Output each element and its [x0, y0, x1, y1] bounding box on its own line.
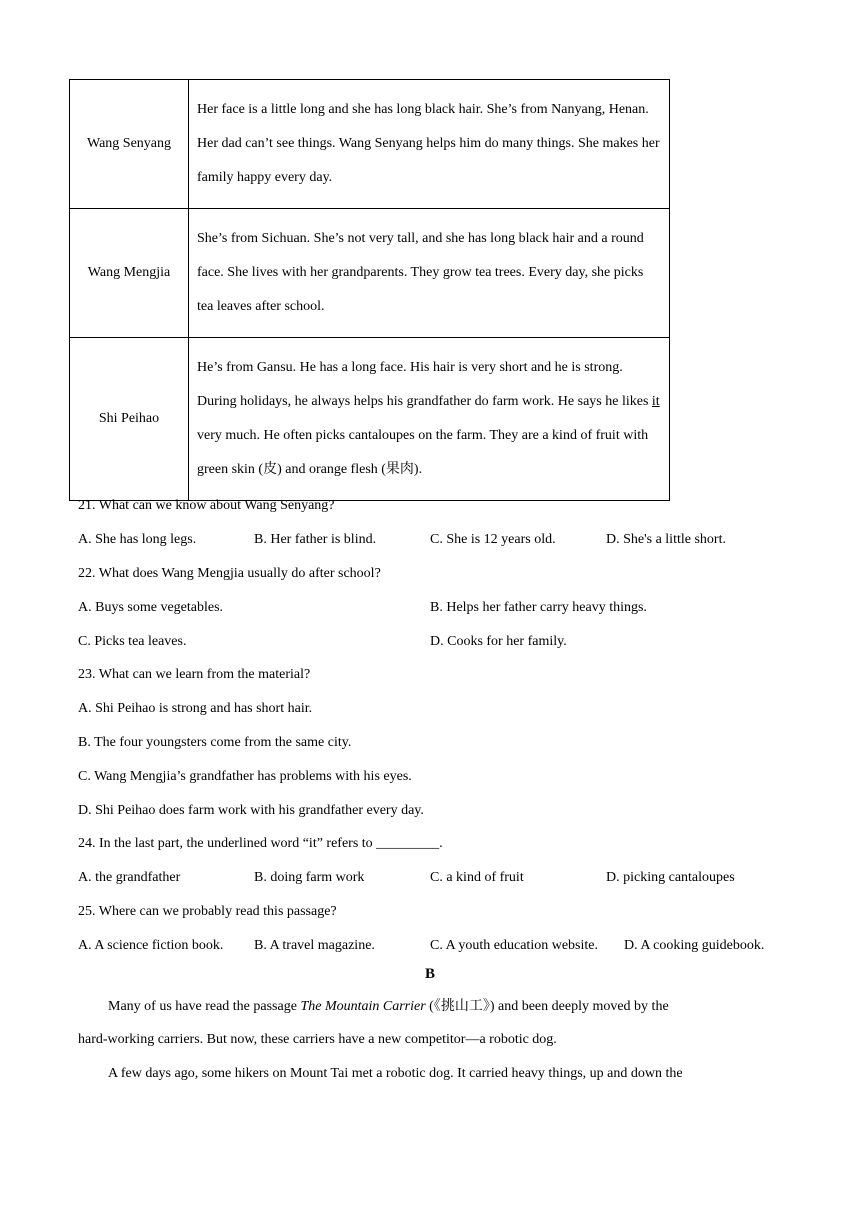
description-text: He’s from Gansu. He has a long face. His hair is very short and he is strong. During holidays, he always helps his grandfather do farm work. He says he likes — [197, 360, 652, 409]
passage-title: The Mountain Carrier — [300, 999, 426, 1014]
paragraph-text: (《挑山工》) and been deeply moved by the — [425, 999, 669, 1014]
paragraph-2-line-1: A few days ago, some hikers on Mount Tai met a robotic dog. It carried heavy things, up and down the — [108, 1066, 683, 1081]
table-row — [70, 80, 670, 209]
option-23b: B. The four youngsters come from the same city. — [78, 735, 352, 750]
option-22d: D. Cooks for her family. — [430, 634, 567, 649]
option-21c: C. She is 12 years old. — [430, 532, 556, 547]
person-description — [189, 338, 670, 501]
person-description: She’s from Sichuan. She’s not very tall, and she has long black hair and a round face. She lives with her grandparents. They grow tea trees. Every day, she picks tea leaves after school. — [189, 209, 670, 338]
question-22: 22. What does Wang Mengjia usually do after school? — [78, 566, 381, 581]
person-name: Wang Senyang — [70, 80, 189, 209]
option-24d: D. picking cantaloupes — [606, 870, 735, 885]
option-23a: A. Shi Peihao is strong and has short hair. — [78, 701, 313, 716]
paragraph-1-line-2: hard-working carriers. But now, these carriers have a new competitor—a robotic dog. — [78, 1032, 557, 1047]
option-22a: A. Buys some vegetables. — [78, 600, 224, 615]
option-21a: A. She has long legs. — [78, 532, 197, 547]
option-24a: A. the grandfather — [78, 870, 181, 885]
table-row — [70, 209, 670, 338]
option-24c: C. a kind of fruit — [430, 870, 524, 885]
option-25b: B. A travel magazine. — [254, 938, 375, 953]
person-name: Wang Mengjia — [70, 209, 189, 338]
person-name: Shi Peihao — [70, 338, 189, 501]
option-21b: B. Her father is blind. — [254, 532, 377, 547]
person-description: Her face is a little long and she has long black hair. She’s from Nanyang, Henan. Her dad can’t see things. Wang Senyang helps him do many things. She makes her family happy every day. — [189, 80, 670, 209]
question-23: 23. What can we learn from the material? — [78, 667, 311, 682]
paragraph-text: Many of us have read the passage — [108, 999, 301, 1014]
option-24b: B. doing farm work — [254, 870, 365, 885]
question-24: 24. In the last part, the underlined word “it” refers to _________. — [78, 836, 443, 851]
option-23c: C. Wang Mengjia’s grandfather has problems with his eyes. — [78, 769, 412, 784]
option-25c: C. A youth education website. — [430, 938, 598, 953]
paragraph-1-line-1 — [78, 998, 758, 1016]
option-22b: B. Helps her father carry heavy things. — [430, 600, 647, 615]
option-21d: D. She's a little short. — [606, 532, 726, 547]
question-25: 25. Where can we probably read this passage? — [78, 904, 337, 919]
section-heading: B — [424, 966, 435, 982]
option-23d: D. Shi Peihao does farm work with his grandfather every day. — [78, 803, 424, 818]
question-21: 21. What can we know about Wang Senyang? — [78, 498, 335, 513]
option-25a: A. A science fiction book. — [78, 938, 224, 953]
underlined-word: it — [651, 394, 660, 409]
option-22c: C. Picks tea leaves. — [78, 634, 187, 649]
profiles-table — [69, 79, 670, 501]
option-25d: D. A cooking guidebook. — [624, 938, 765, 953]
table-row — [70, 338, 670, 501]
description-text: very much. He often picks cantaloupes on the farm. They are a kind of fruit with green skin (皮) and orange flesh (果肉). — [197, 428, 649, 477]
